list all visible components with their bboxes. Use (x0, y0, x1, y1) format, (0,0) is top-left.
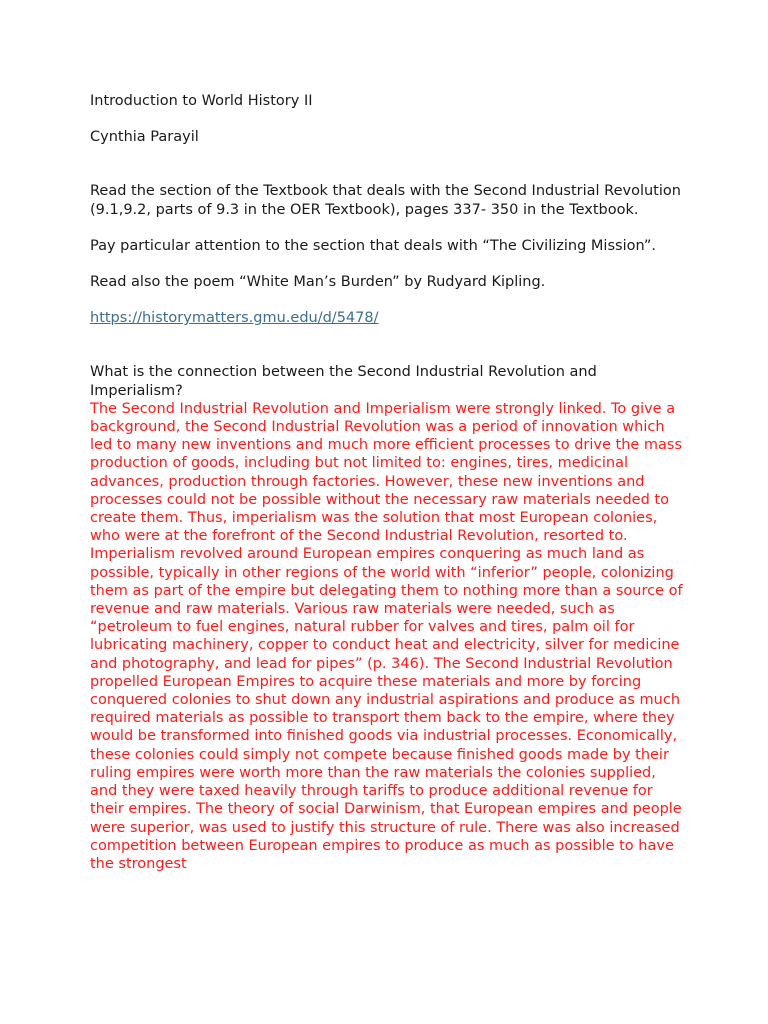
spacer (90, 255, 686, 273)
reading-instruction: Read the section of the Textbook that deals with the Second Industrial Revolution (9.1,9.2, parts of 9.3 in the OER Textbook), pages 337- 350 in the Textbook. (90, 183, 681, 218)
author-name: Cynthia Parayil (90, 129, 199, 146)
spacer (90, 110, 686, 128)
essay-answer: The Second Industrial Revolution and Imperialism were strongly linked. To give a background, the Second Industrial Revolution was a period of innovation which led to many new inventions and much more efficient processes to drive the mass production of goods, including but not limited to: engines, tires, medicinal advances, production through factories. However, these new inventions and processes could not be possible without the necessary raw materials needed to create them. Thus, imperialism was the solution that most European colonies, who were at the forefront of the Second Industrial Revolution, resorted to. Imperialism revolved around European empires conquering as much land as possible, typically in other regions of the world with “inferior” people, colonizing them as part of the empire but delegating them to nothing more than a source of revenue and raw materials. Various raw materials were needed, such as “petroleum to fuel engines, natural rubber for valves and tires, palm oil for lubricating machinery, copper to conduct heat and electricity, silver for medicine and photography, and lead for pipes” (p. 346). The Second Industrial Revolution propelled European Empires to acquire these materials and more by forcing conquered colonies to shut down any industrial aspirations and produce as much required materials as possible to transport them back to the empire, where they would be transformed into finished goods via industrial processes. Economically, these colonies could simply not compete because finished goods made by their ruling empires were worth more than the raw materials the colonies supplied, and they were taxed heavily through tariffs to produce additional revenue for their empires. The theory of social Darwinism, that European empires and people were superior, was used to justify this structure of rule. There was also increased competition between European empires to produce as much as possible to have the strongest (90, 400, 683, 872)
history-matters-link[interactable]: https://historymatters.gmu.edu/d/5478/ (90, 310, 379, 327)
spacer (90, 291, 686, 309)
spacer (90, 327, 686, 363)
spacer (90, 146, 686, 182)
link-paragraph (90, 309, 686, 327)
document-body (90, 92, 686, 873)
essay-question: What is the connection between the Second Industrial Revolution and Imperialism? (90, 364, 597, 399)
course-title: Introduction to World History II (90, 93, 313, 109)
focus-instruction: Pay particular attention to the section that deals with “The Civilizing Mission”. (90, 237, 656, 254)
poem-instruction: Read also the poem “White Man’s Burden” by Rudyard Kipling. (90, 274, 546, 291)
spacer (90, 219, 686, 237)
